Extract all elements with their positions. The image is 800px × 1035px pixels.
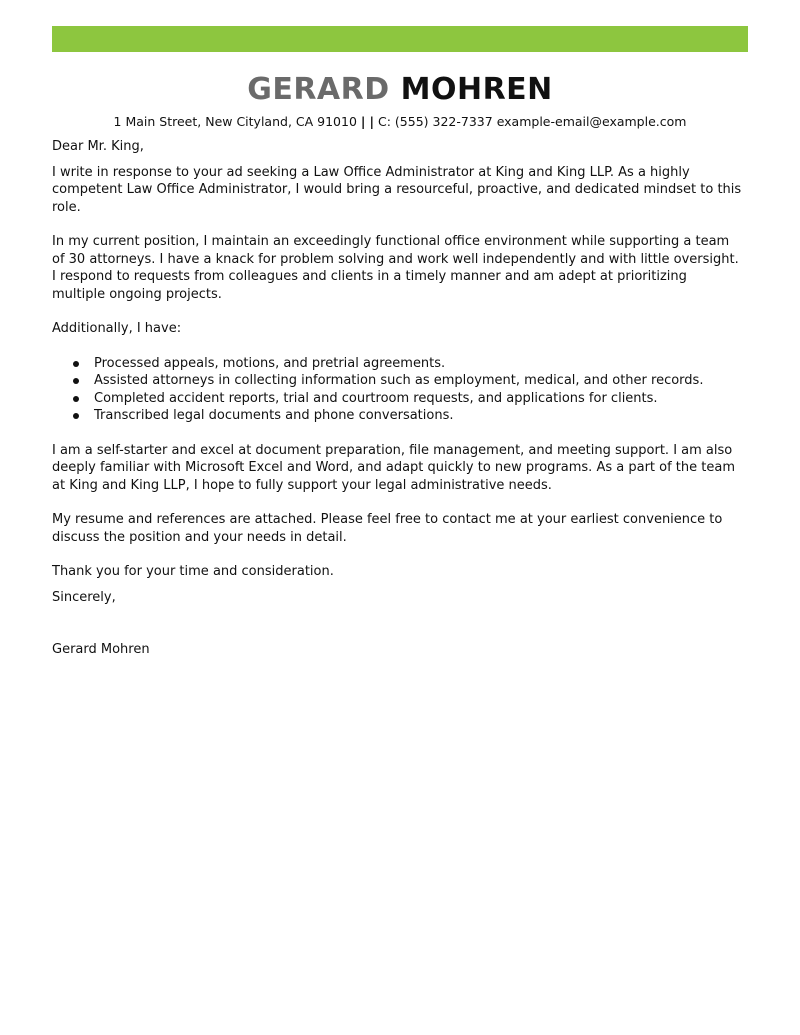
list-item [52,355,742,373]
contact-info [0,114,800,130]
paragraph-current-position: In my current position, I maintain an exceedingly functional office environment while supporting a team of 30 attorneys. I have a knack for problem solving and work well independently and with little oversight. I respond to requests from colleagues and clients in a timely manner and am adept at prioritizing multiple ongoing projects. [52,234,739,302]
email-text: example-email@example.com [496,114,687,129]
header-accent-bar [52,26,748,52]
list-item-text: Transcribed legal documents and phone conversations. [94,408,454,423]
separator-1: | [360,114,366,129]
salutation: Dear Mr. King, [52,139,144,154]
signature-name: Gerard Mohren [52,642,150,657]
list-item-text: Processed appeals, motions, and pretrial agreements. [94,355,446,371]
sign-off: Sincerely, [52,589,116,605]
address-text: 1 Main Street, New Cityland, CA 91010 [113,114,357,129]
bullet-icon [73,361,79,367]
paragraph-closing: My resume and references are attached. Please feel free to contact me at your earliest convenience to discuss the position and your needs in detail. [52,512,723,545]
applicant-name [0,72,800,108]
list-item-text: Assisted attorneys in collecting information such as employment, medical, and other records. [94,373,704,388]
list-intro: Additionally, I have: [52,321,182,336]
phone-text: C: (555) 322-7337 [378,114,493,129]
bullet-icon [73,396,79,402]
list-item [52,372,742,390]
list-item [52,390,742,408]
list-item [52,407,742,425]
first-name: GERARD [247,72,390,107]
list-item-text: Completed accident reports, trial and courtroom requests, and applications for clients. [94,390,658,406]
thanks-line: Thank you for your time and consideration. [52,564,334,579]
separator-2: | [369,114,375,129]
accomplishments-list [52,355,742,425]
last-name: MOHREN [400,72,553,107]
bullet-icon [73,378,79,384]
paragraph-intro: I write in response to your ad seeking a Law Office Administrator at King and King LLP. As a highly competent Law Office Administrator, I would bring a resourceful, proactive, and dedicated mindset to this role. [52,164,742,215]
paragraph-skills: I am a self-starter and excel at document preparation, file management, and meeting support. I am also deeply familiar with Microsoft Excel and Word, and adapt quickly to new programs. As a part of the team at King and King LLP, I hope to fully support your legal administrative needs. [52,442,735,493]
bullet-icon [73,413,79,419]
letter-body [52,138,742,659]
